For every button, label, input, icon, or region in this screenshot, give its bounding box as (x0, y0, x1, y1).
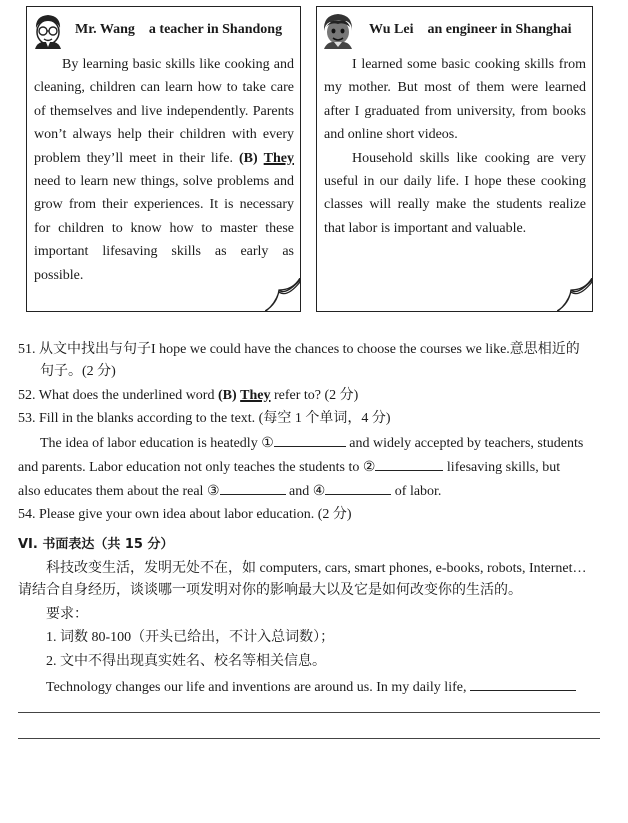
question-53-sentence-3 (18, 480, 608, 503)
answer-line-1[interactable] (18, 712, 600, 713)
teacher-text (27, 53, 300, 287)
requirement-1: 1. 词数 80-100（开头已给出，不计入总词数）； (46, 630, 335, 645)
question-52-tail: refer to? (2 分) (270, 388, 359, 403)
requirements-title: 要求： (46, 607, 88, 622)
blank-marker-3: ③ (206, 484, 220, 499)
blank-marker-1: ① (261, 436, 274, 451)
writing-starter (46, 676, 606, 699)
writing-intro-line2: 请结合自身经历，谈谈哪一项发明对你的影响最大以及它是如何改变你的生活的。 (18, 583, 522, 598)
engineer-text (317, 53, 592, 240)
teacher-opinion-card (26, 6, 301, 312)
question-52-label-b: (B) (217, 388, 237, 403)
question-53-sentence-2 (18, 456, 608, 479)
q53-text-3: and parents. Labor education not only teaches the students to (18, 460, 363, 475)
blank-1[interactable] (274, 432, 346, 447)
blank-3[interactable] (220, 480, 286, 495)
teacher-avatar-icon (29, 11, 67, 49)
engineer-name: Wu Lei (369, 22, 414, 37)
q53-text-1: The idea of labor education is heatedly (40, 436, 262, 451)
q53-text-5: also educates them about the real (18, 484, 207, 499)
blank-4[interactable] (325, 480, 391, 495)
q53-text-2: and widely accepted by teachers, students (345, 436, 584, 451)
question-52 (18, 385, 608, 407)
q53-text-and: and (285, 484, 313, 499)
q53-text-4: lifesaving skills, but (443, 460, 561, 475)
q53-text-6: of labor. (391, 484, 442, 499)
question-53-sentence-1 (40, 432, 610, 455)
teacher-name: Mr. Wang (75, 22, 135, 37)
engineer-paragraph-2: Household skills like cooking are very useful in our daily life. I hope these cooking classes will really make the students realize that labor is important and valuable. (324, 150, 586, 236)
question-52-text: 52. What does the underlined word (18, 388, 218, 403)
teacher-text-part1: By learning basic skills like cooking and cleaning, children can learn how to take care of themselves and live independently. Parents won’t always help their children with every problem they’ll meet in their life. (34, 57, 294, 166)
blank-marker-4: ④ (312, 484, 326, 499)
writing-blank[interactable] (470, 676, 576, 691)
writing-section-title: VI. 书面表达（共 15 分） (18, 537, 174, 552)
underlined-word-they: They (263, 150, 295, 166)
question-51-line1: 51. 从文中找出与句子I hope we could have the chances to choose the courses we like.意思相近的 (18, 342, 580, 357)
card-header (317, 7, 592, 53)
page-curl-icon (265, 278, 301, 312)
question-53: 53. Fill in the blanks according to the text. (每空 1 个单词，4 分) (18, 411, 391, 426)
teacher-role: a teacher in Shandong (148, 22, 283, 37)
engineer-role: an engineer in Shanghai (427, 22, 572, 37)
requirement-2: 2. 文中不得出现真实姓名、校名等相关信息。 (46, 654, 326, 669)
question-52-they: They (240, 388, 271, 403)
answer-line-2[interactable] (18, 738, 600, 739)
page-curl-icon (557, 278, 593, 312)
label-b: (B) (239, 150, 258, 166)
writing-intro-line1: 科技改变生活，发明无处不在，如 computers, cars, smart phones, e-books, robots, Internet… (46, 561, 587, 576)
card-header (27, 7, 300, 53)
engineer-avatar-icon (319, 11, 357, 49)
question-51-line2: 句子。(2 分) (40, 364, 116, 379)
writing-starter-text: Technology changes our life and inventions are around us. In my daily life, (46, 680, 470, 695)
engineer-paragraph-1: I learned some basic cooking skills from my mother. But most of them were learned after I graduated from university, from books and online short videos. (324, 57, 586, 143)
blank-2[interactable] (375, 456, 443, 471)
blank-marker-2: ② (362, 460, 376, 475)
question-54: 54. Please give your own idea about labor education. (2 分) (18, 507, 352, 522)
engineer-opinion-card (316, 6, 593, 312)
teacher-text-part2: need to learn new things, solve problems and grow from their experiences. It is necessary for children to know how to master these important lifesaving skills as early as possible. (34, 174, 294, 283)
